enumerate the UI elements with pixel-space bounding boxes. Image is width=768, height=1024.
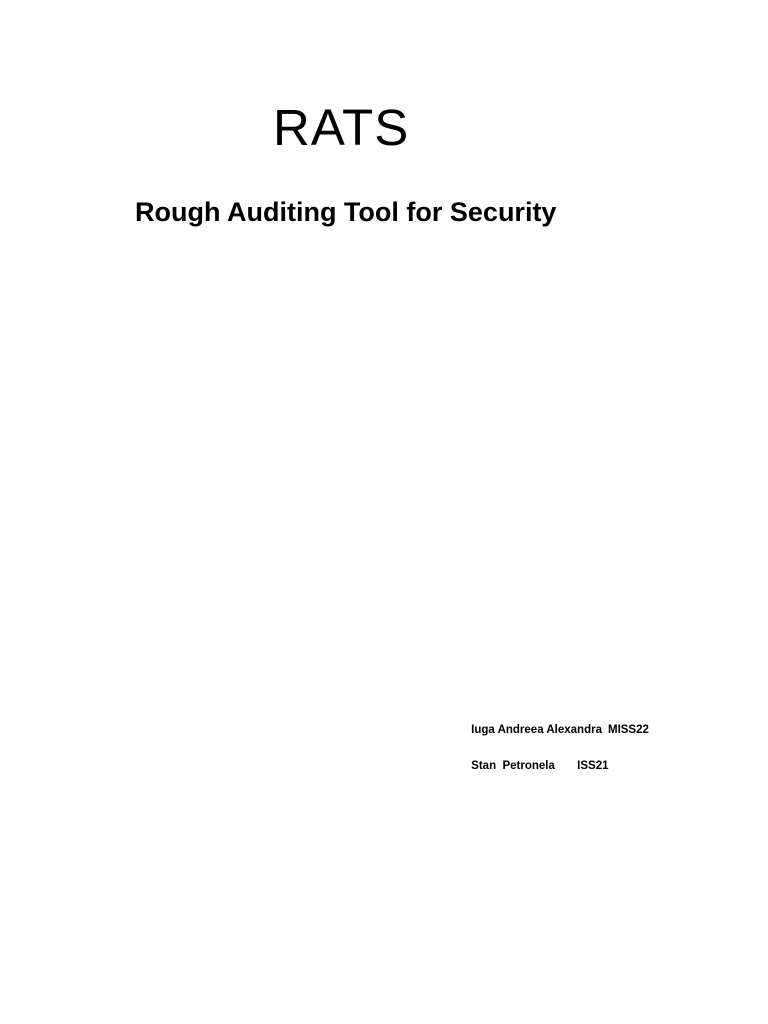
- author-group: ISS21: [577, 759, 609, 772]
- author-line: [452, 746, 609, 787]
- author-group: MISS22: [607, 723, 649, 736]
- document-subtitle: Rough Auditing Tool for Security: [135, 197, 557, 227]
- document-title: RATS: [273, 99, 410, 156]
- author-name: Stan Petronela: [471, 759, 555, 772]
- author-name: Iuga Andreea Alexandra: [471, 723, 602, 736]
